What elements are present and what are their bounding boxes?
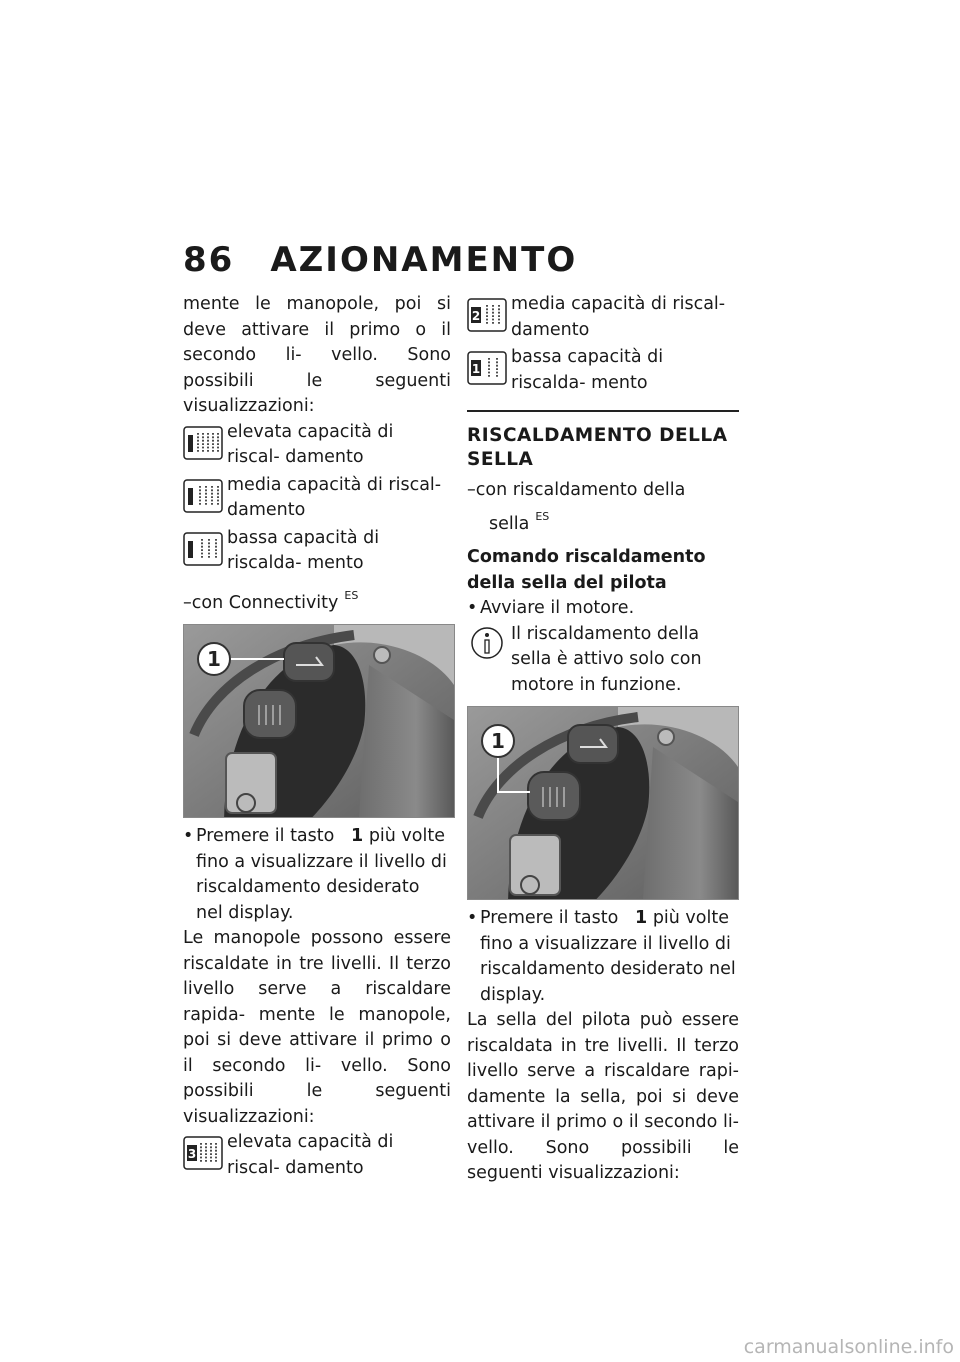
level-1-display-icon	[467, 351, 507, 385]
seat-heating-condition	[467, 478, 739, 537]
callout-label: 1	[491, 729, 505, 753]
subheading: Comando riscaldamento della sella del pilota	[467, 547, 706, 593]
level-item	[183, 1130, 451, 1181]
grip-heat-level-3-icon	[183, 426, 223, 460]
instruction-text: Premere il tasto	[196, 826, 335, 846]
info-icon	[467, 624, 507, 662]
left-column	[183, 292, 451, 1183]
levels-paragraph: Le manopole possono essere riscaldate in tre livelli. Il terzo livello serve a riscaldare rapida- mente le manopole, poi si deve attivare il primo o il secondo li- vello. Sono possibili le seguenti visualizzazioni:	[183, 928, 451, 1127]
svg-text:3: 3	[187, 1147, 197, 1161]
equipment-marker: ES	[535, 509, 550, 523]
svg-text:2: 2	[471, 309, 481, 323]
level-text: bassa capacità di riscalda- mento	[227, 527, 380, 573]
level-3-display-icon	[183, 1136, 223, 1170]
note-text: Il riscaldamento della sella è attivo solo con motore in funzione.	[511, 623, 702, 695]
level-text: elevata capacità di riscal- damento	[227, 421, 394, 467]
instruction-bullet	[183, 824, 451, 926]
handlebar-photo	[467, 706, 739, 900]
watermark: carmanualsonline.info	[743, 1336, 954, 1358]
instruction-text: più volte fino a visualizzare il livello di riscaldamento desiderato nel display.	[480, 908, 736, 1005]
level-item	[467, 292, 739, 343]
level-item	[183, 473, 451, 524]
intro-paragraph: mente le manopole, poi si deve attivare il primo o il secondo li- vello. Sono possibili le seguenti visualizzazioni:	[183, 294, 451, 416]
level-item	[183, 420, 451, 471]
callout-label: 1	[207, 647, 221, 671]
level-text: media capacità di riscal- damento	[227, 474, 442, 520]
key-reference: 1	[635, 908, 648, 928]
instruction-text: Premere il tasto	[480, 908, 619, 928]
levels-paragraph: La sella del pilota può essere riscaldata in tre livelli. Il terzo livello serve a riscaldare rapi- damente la sella, poi si deve attivare il primo o il secondo li- vello. Sono possibili le seguenti visualizzazioni:	[467, 1010, 739, 1183]
svg-text:1: 1	[471, 362, 481, 376]
condition-text: sella	[489, 513, 530, 534]
connectivity-condition	[183, 583, 451, 617]
grip-heat-level-1-icon	[183, 532, 223, 566]
page-header	[183, 240, 577, 280]
level-item	[183, 526, 451, 577]
key-reference: 1	[351, 826, 364, 846]
info-note	[467, 622, 739, 699]
equipment-marker: ES	[344, 588, 359, 602]
instruction-text: più volte fino a visualizzare il livello di riscaldamento desiderato nel display.	[196, 826, 447, 923]
condition-text: –con riscaldamento della	[467, 480, 686, 500]
grip-heat-level-2-icon	[183, 479, 223, 513]
page-number: 86	[183, 240, 235, 280]
level-text: elevata capacità di riscal- damento	[227, 1132, 394, 1178]
level-item	[467, 345, 739, 396]
handlebar-photo	[183, 624, 455, 818]
right-column	[467, 292, 739, 1187]
section-title: RISCALDAMENTO DELLA SELLA	[467, 410, 739, 472]
level-text: media capacità di riscal- damento	[511, 294, 726, 340]
instruction-bullet: • Avviare il motore.	[467, 596, 739, 622]
page-title: AZIONAMENTO	[270, 240, 578, 280]
connectivity-text: –con Connectivity	[183, 592, 339, 613]
instruction-bullet	[467, 906, 739, 1008]
level-text: bassa capacità di riscalda- mento	[511, 347, 664, 393]
level-2-display-icon	[467, 298, 507, 332]
